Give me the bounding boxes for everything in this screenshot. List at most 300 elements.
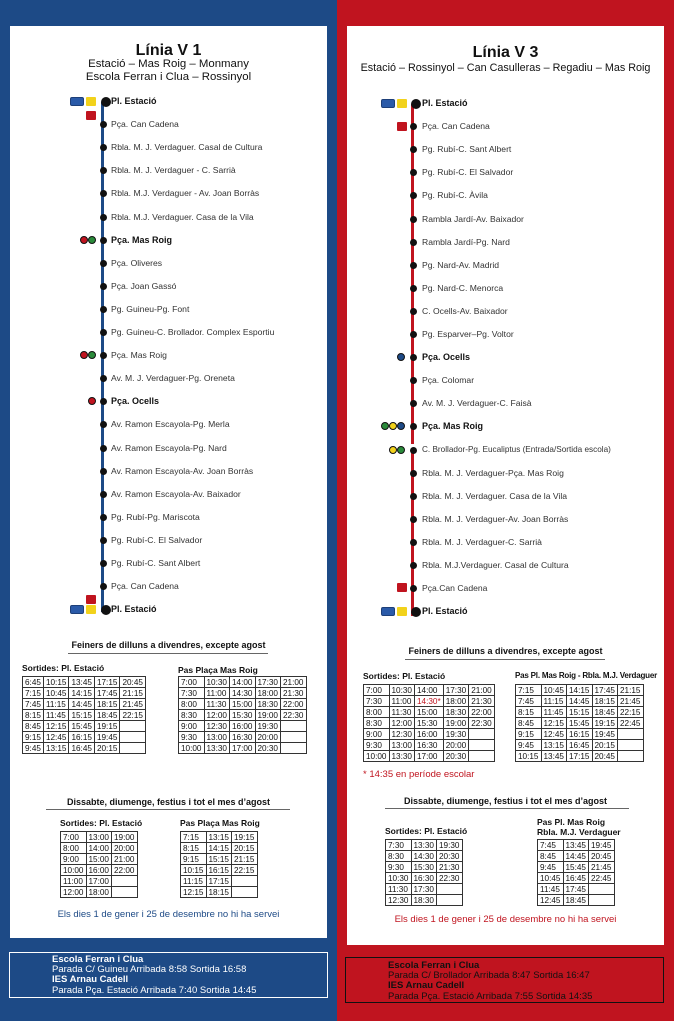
stop-dot (100, 121, 107, 128)
stop-name: Rbla. M. J. Verdaguer. Casa de la Vila (422, 490, 568, 501)
time-cell: 17:30 (443, 685, 469, 696)
time-cell: 15:45 (69, 721, 95, 732)
time-cell: 10:45 (43, 688, 69, 699)
stop-dot (100, 468, 107, 475)
table-row (386, 862, 463, 873)
line-v2-connection-icon (88, 236, 96, 244)
time-cell: 16:45 (567, 740, 593, 751)
l1-badge (397, 122, 407, 131)
time-cell: 10:30 (204, 677, 230, 688)
time-cell: 19:45 (592, 729, 618, 740)
time-cell: 14:00 (86, 843, 112, 854)
time-cell: 21:45 (618, 696, 644, 707)
line-v3-subtitle: Estació – Rossinyol – Can Casulleras – Regadiu – Mas Roig (360, 62, 651, 74)
time-cell: 11:30 (386, 884, 412, 895)
stop-dot (410, 377, 417, 384)
table-row (364, 729, 495, 740)
time-cell: 6:45 (23, 677, 44, 688)
table-row (61, 887, 138, 898)
line-v3-weekday-departures-table (363, 684, 495, 762)
time-cell: 13:15 (206, 832, 232, 843)
table-row (181, 843, 258, 854)
time-cell: 13:30 (204, 743, 230, 754)
stop-dot (410, 216, 417, 223)
table-row (386, 873, 463, 884)
time-cell: 16:30 (415, 740, 444, 751)
line-v2-connection-icon (88, 351, 96, 359)
time-cell: 7:00 (364, 685, 390, 696)
time-cell (437, 895, 463, 906)
line-v3-weekend-t2-title-1: Pas Pl. Mas Roig (537, 817, 606, 827)
line-v3-footnote: * 14:35 en període escolar (363, 769, 475, 780)
l4-badge (86, 605, 96, 614)
time-cell (120, 743, 146, 754)
stop-name: Av. Ramon Escayola-Pg. Nard (111, 442, 227, 453)
time-cell: 10:15 (43, 677, 69, 688)
time-cell: 13:00 (389, 740, 415, 751)
table-row (179, 688, 307, 699)
stop-name: Pg. Rubí-C. Sant Albert (422, 144, 512, 155)
line-v1-weekend-heading: Dissabte, diumenge, festius i tot el mes d’agost (66, 797, 271, 807)
stop-name: Pça. Mas Roig (111, 350, 167, 361)
time-cell: 19:45 (589, 840, 615, 851)
time-cell: 8:45 (516, 718, 542, 729)
school-stop: Parada Pça. Estació Arribada 7:40 Sortida 14:45 (52, 985, 257, 996)
time-cell: 21:30 (281, 688, 307, 699)
stop-dot (100, 214, 107, 221)
stop-dot (100, 352, 107, 359)
divider (385, 808, 629, 809)
time-cell: 13:30 (389, 751, 415, 762)
time-cell (281, 721, 307, 732)
time-cell: 19:45 (94, 732, 120, 743)
divider (405, 659, 605, 660)
stop-dot (410, 423, 417, 430)
time-cell: 18:45 (94, 710, 120, 721)
time-cell: 7:00 (179, 677, 205, 688)
time-cell: 8:15 (181, 843, 207, 854)
time-cell: 10:15 (181, 865, 207, 876)
table-row (364, 685, 495, 696)
school-name: IES Arnau Cadell (388, 980, 465, 991)
line-v3-weekend-departures-table (385, 839, 463, 906)
time-cell: 18:45 (592, 707, 618, 718)
line-v1-weekend-t2-title: Pas Plaça Mas Roig (180, 818, 260, 828)
time-cell (618, 740, 644, 751)
stop-name: C. Ocells-Av. Baixador (422, 305, 508, 316)
time-cell: 12:15 (181, 887, 207, 898)
stop-name: Pg. Guineu-Pg. Font (111, 303, 190, 314)
time-cell: 10:00 (61, 865, 87, 876)
stop-dot (410, 562, 417, 569)
connection-icon (389, 422, 397, 430)
time-cell: 13:00 (86, 832, 112, 843)
time-cell: 7:30 (179, 688, 205, 699)
time-cell: 14:15 (567, 685, 593, 696)
stop-name: Rbla. M.J.Verdaguer. Casal de Cultura (422, 560, 569, 570)
time-cell: 10:30 (389, 685, 415, 696)
line-v3-weekend-heading: Dissabte, diumenge, festius i tot el mes d’agost (403, 796, 608, 806)
time-cell (112, 887, 138, 898)
time-cell: 17:15 (94, 677, 120, 688)
stop-name: Av. M. J. Verdaguer-Pg. Oreneta (111, 373, 235, 384)
time-cell: 22:30 (437, 873, 463, 884)
l1-badge (86, 595, 96, 604)
time-cell: 9:45 (516, 740, 542, 751)
time-cell: 12:15 (541, 718, 567, 729)
stop-name: Rbla. M. J. Verdaguer - C. Sarrià (111, 165, 236, 176)
time-cell: 10:15 (516, 751, 542, 762)
stop-name: Pg. Rubí-C. Àvila (422, 190, 488, 201)
line-v3-panel (347, 26, 664, 945)
time-cell: 11:45 (43, 710, 69, 721)
time-cell: 14:30 (230, 688, 256, 699)
stop-name: Av. M. J. Verdaguer-C. Faisà (422, 398, 532, 409)
stop-name: Pl. Estació (111, 604, 157, 615)
time-cell: 9:00 (364, 729, 390, 740)
time-cell: 13:15 (43, 743, 69, 754)
line-v3-route-line (411, 104, 414, 440)
time-cell: 21:30 (437, 862, 463, 873)
table-row (23, 699, 146, 710)
time-cell: 17:00 (415, 751, 444, 762)
school-name: Escola Ferran i Clua (52, 954, 144, 965)
stop-name: Pg. Rubí-C. El Salvador (111, 534, 203, 545)
time-cell: 20:45 (592, 751, 618, 762)
connection-icon (381, 422, 389, 430)
stop-dot (100, 560, 107, 567)
time-cell (589, 895, 615, 906)
table-row (516, 696, 644, 707)
stop-name: Pg. Nard-Av. Madrid (422, 259, 500, 270)
table-row (364, 751, 495, 762)
time-cell: 22:00 (469, 707, 495, 718)
line-v1-title: Línia V 1 (135, 42, 202, 59)
table-row (386, 884, 463, 895)
time-cell: 8:30 (179, 710, 205, 721)
time-cell: 9:15 (516, 729, 542, 740)
time-cell: 9:15 (23, 732, 44, 743)
table-row (179, 677, 307, 688)
line-v1-noservice-note: Els dies 1 de gener i 25 de desembre no hi ha servei (57, 909, 280, 920)
time-cell: 19:30 (437, 840, 463, 851)
stop-dot (100, 190, 107, 197)
time-cell: 7:15 (181, 832, 207, 843)
time-cell: 16:00 (415, 729, 444, 740)
table-row (364, 707, 495, 718)
time-cell: 14:30 (411, 851, 437, 862)
time-cell: 11:45 (538, 884, 564, 895)
time-cell: 8:00 (179, 699, 205, 710)
time-cell: 18:15 (592, 696, 618, 707)
time-cell (618, 751, 644, 762)
time-cell: 20:15 (94, 743, 120, 754)
time-cell: 21:00 (469, 685, 495, 696)
time-cell: 11:15 (181, 876, 207, 887)
stop-dot (410, 285, 417, 292)
stop-name: Pça. Oliveres (111, 257, 163, 268)
stop-dot (100, 167, 107, 174)
table-row (516, 685, 644, 696)
time-cell: 15:30 (411, 862, 437, 873)
time-cell: 8:15 (516, 707, 542, 718)
stop-name: Pg. Rubí-C. Sant Albert (111, 558, 201, 568)
line-v3-weekday-t2-title: Pas Pl. Mas Roig - Rbla. M.J. Verdaguer (515, 671, 658, 680)
time-cell: 15:00 (230, 699, 256, 710)
time-cell: 18:30 (411, 895, 437, 906)
line-v3-weekend-verdaguer-table (537, 839, 615, 906)
time-cell: 15:45 (563, 862, 589, 873)
time-cell: 9:15 (181, 854, 207, 865)
line-v1-subtitle-1: Estació – Mas Roig – Monmany (88, 58, 249, 70)
time-cell: 18:45 (563, 895, 589, 906)
time-cell: 20:30 (443, 751, 469, 762)
stop-name: Rambla Jardí-Pg. Nard (422, 236, 510, 247)
time-cell: 21:15 (120, 688, 146, 699)
stop-dot (100, 421, 107, 428)
line-v1-weekend-t1-title: Sortides: Pl. Estació (60, 818, 143, 828)
table-row (538, 873, 615, 884)
time-cell: 12:45 (541, 729, 567, 740)
stop-name: Pça. Ocells (422, 352, 471, 363)
school-name: IES Arnau Cadell (52, 974, 129, 985)
stop-dot (410, 400, 417, 407)
time-cell: 15:15 (206, 854, 232, 865)
stop-name: Pl. Estació (422, 606, 468, 617)
time-cell: 8:30 (386, 851, 412, 862)
stop-dot (101, 97, 111, 107)
stop-name: Rbla. M.J. Verdaguer - Av. Joan Borràs (111, 188, 260, 199)
time-cell: 8:30 (364, 718, 390, 729)
time-cell: 13:45 (69, 677, 95, 688)
table-row (61, 854, 138, 865)
table-row (386, 851, 463, 862)
stop-dot (410, 493, 417, 500)
time-cell: 21:15 (618, 685, 644, 696)
stop-name: Pça. Can Cadena (422, 121, 490, 132)
table-row (61, 876, 138, 887)
stop-name: Pça. Can Cadena (111, 581, 179, 592)
table-row (538, 840, 615, 851)
l1-badge (86, 111, 96, 120)
time-cell: 12:45 (43, 732, 69, 743)
time-cell: 7:15 (516, 685, 542, 696)
time-cell: 17:15 (206, 876, 232, 887)
stop-dot (410, 146, 417, 153)
stop-name: Pg. Esparver–Pg. Voltor (422, 329, 514, 339)
time-cell: 18:00 (86, 887, 112, 898)
time-cell: 14:45 (563, 851, 589, 862)
time-cell: 22:30 (281, 710, 307, 721)
time-cell: 19:00 (255, 710, 281, 721)
line-v1-school-box (9, 952, 328, 998)
stop-name: Av. Ramon Escayola-Pg. Merla (111, 419, 230, 430)
time-cell: 13:00 (204, 732, 230, 743)
time-cell: 17:45 (592, 685, 618, 696)
time-cell: 14:15 (206, 843, 232, 854)
table-row (364, 718, 495, 729)
time-cell: 21:45 (589, 862, 615, 873)
table-row (23, 688, 146, 699)
time-cell: 14:00 (415, 685, 444, 696)
time-cell: 18:30 (255, 699, 281, 710)
time-cell: 8:45 (538, 851, 564, 862)
time-cell: 13:45 (541, 751, 567, 762)
table-row (23, 743, 146, 754)
time-cell: 8:00 (364, 707, 390, 718)
line-v3-noservice-note: Els dies 1 de gener i 25 de desembre no hi ha servei (394, 914, 617, 925)
stop-dot (101, 605, 111, 615)
time-cell: 12:30 (389, 729, 415, 740)
time-cell: 20:00 (255, 732, 281, 743)
stop-dot (410, 539, 417, 546)
stop-name: Av. Ramon Escayola-Av. Baixador (111, 488, 241, 499)
stop-name: Av. Ramon Escayola-Av. Joan Borràs (111, 465, 254, 476)
time-cell: 19:00 (443, 718, 469, 729)
time-cell: 12:30 (204, 721, 230, 732)
line-v1-panel (10, 26, 327, 938)
line-v1-weekday-t1-title: Sortides: Pl. Estació (22, 663, 105, 673)
table-row (179, 699, 307, 710)
connection-icon (389, 446, 397, 454)
stop-name: Rbla. M. J. Verdaguer-Pça. Mas Roig (422, 467, 564, 478)
stop-dot (100, 237, 107, 244)
stop-name: Rbla. M. J. Verdaguer-C. Sarrià (422, 536, 542, 547)
time-cell: 22:45 (618, 718, 644, 729)
stop-dot (100, 491, 107, 498)
stop-name: C. Brollador-Pg. Eucaliptus (Entrada/Sortida escola) (422, 444, 611, 454)
time-cell: 14:15 (69, 688, 95, 699)
time-cell: 20:15 (592, 740, 618, 751)
stop-dot (411, 607, 421, 617)
time-cell (618, 729, 644, 740)
time-cell: 10:30 (386, 873, 412, 884)
table-row (61, 843, 138, 854)
time-cell: 21:00 (281, 677, 307, 688)
stop-dot (410, 585, 417, 592)
time-cell: 7:45 (516, 696, 542, 707)
time-cell: 21:00 (112, 854, 138, 865)
time-cell: 15:00 (86, 854, 112, 865)
line-v3-school-box (345, 957, 664, 1003)
line-v1-weekday-departures-table (22, 676, 146, 754)
time-cell: 11:00 (61, 876, 87, 887)
table-row (364, 740, 495, 751)
stop-dot (411, 99, 421, 109)
time-cell: 22:15 (618, 707, 644, 718)
time-cell: 17:00 (230, 743, 256, 754)
time-cell: 16:15 (69, 732, 95, 743)
time-cell: 14:45 (69, 699, 95, 710)
stop-dot (410, 331, 417, 338)
stop-dot (410, 354, 417, 361)
stop-name: Pg. Guineu-C. Brollador. Complex Esportiu (111, 327, 275, 337)
time-cell: 11:30 (204, 699, 230, 710)
line-v3-route-line-dash (411, 436, 414, 444)
time-cell: 11:15 (43, 699, 69, 710)
time-cell: 7:30 (364, 696, 390, 707)
school-stop: Parada Pça. Estació Arribada 7:55 Sortida 14:35 (388, 991, 593, 1002)
time-cell: 9:30 (386, 862, 412, 873)
table-row (538, 895, 615, 906)
time-cell: 9:00 (179, 721, 205, 732)
time-cell: 19:15 (592, 718, 618, 729)
time-cell: 11:30 (389, 707, 415, 718)
stop-dot (410, 470, 417, 477)
stop-dot (100, 329, 107, 336)
stop-dot (100, 514, 107, 521)
time-cell: 7:00 (61, 832, 87, 843)
time-cell: 19:30 (443, 729, 469, 740)
table-row (516, 740, 644, 751)
time-cell: 22:45 (589, 873, 615, 884)
line-v1-subtitle-2: Escola Ferran i Clua – Rossinyol (85, 71, 252, 83)
table-row (516, 707, 644, 718)
time-cell: 21:15 (232, 854, 258, 865)
line-v3-weekend-t1-title: Sortides: Pl. Estació (385, 826, 468, 836)
time-cell: 7:45 (538, 840, 564, 851)
time-cell (437, 884, 463, 895)
table-row (61, 832, 138, 843)
time-cell (589, 884, 615, 895)
time-cell: 15:30 (415, 718, 444, 729)
time-cell: 9:00 (61, 854, 87, 865)
time-cell: 10:00 (364, 751, 390, 762)
time-cell: 7:45 (23, 699, 44, 710)
train-icon (70, 605, 84, 614)
time-cell: 9:45 (538, 862, 564, 873)
table-row (23, 721, 146, 732)
stop-dot (100, 144, 107, 151)
time-cell: 19:15 (94, 721, 120, 732)
stop-name: Pl. Estació (111, 96, 157, 106)
time-cell: 13:45 (563, 840, 589, 851)
time-cell: 20:30 (437, 851, 463, 862)
stop-name: Rbla. M.J. Verdaguer. Casa de la Vila (111, 211, 254, 222)
line-v1-weekday-masroig-table (178, 676, 307, 754)
time-cell: 16:00 (230, 721, 256, 732)
time-cell: 11:45 (541, 707, 567, 718)
stop-name: Pça. Colomar (422, 375, 475, 386)
school-stop: Parada C/ Brollador Arribada 8:47 Sortida 16:47 (388, 970, 590, 981)
line-v3-connection-icon (80, 351, 88, 359)
table-row (386, 895, 463, 906)
time-cell: 16:30 (411, 873, 437, 884)
time-cell (469, 751, 495, 762)
stop-dot (410, 123, 417, 130)
stop-dot (100, 375, 107, 382)
time-cell: 12:15 (43, 721, 69, 732)
time-cell: 17:45 (94, 688, 120, 699)
stop-name: Pg. Nard-C. Menorca (422, 282, 504, 293)
stop-dot (410, 308, 417, 315)
time-cell: 18:15 (206, 887, 232, 898)
line-v1-weekday-t2-title: Pas Plaça Mas Roig (178, 665, 258, 675)
stop-name: Rbla. M. J. Verdaguer. Casal de Cultura (111, 142, 263, 153)
time-cell: 16:45 (69, 743, 95, 754)
table-row (386, 840, 463, 851)
stop-name: Pça. Can Cadena (111, 119, 179, 130)
l4-badge (397, 607, 407, 616)
table-row (516, 718, 644, 729)
time-cell: 10:45 (541, 685, 567, 696)
time-cell (281, 732, 307, 743)
line-v1-weekday-heading: Feiners de dilluns a divendres, excepte agost (71, 640, 266, 650)
time-cell: 8:45 (23, 721, 44, 732)
stop-name: Pça. Joan Gassó (111, 280, 177, 291)
divider (68, 653, 268, 654)
table-row (516, 729, 644, 740)
